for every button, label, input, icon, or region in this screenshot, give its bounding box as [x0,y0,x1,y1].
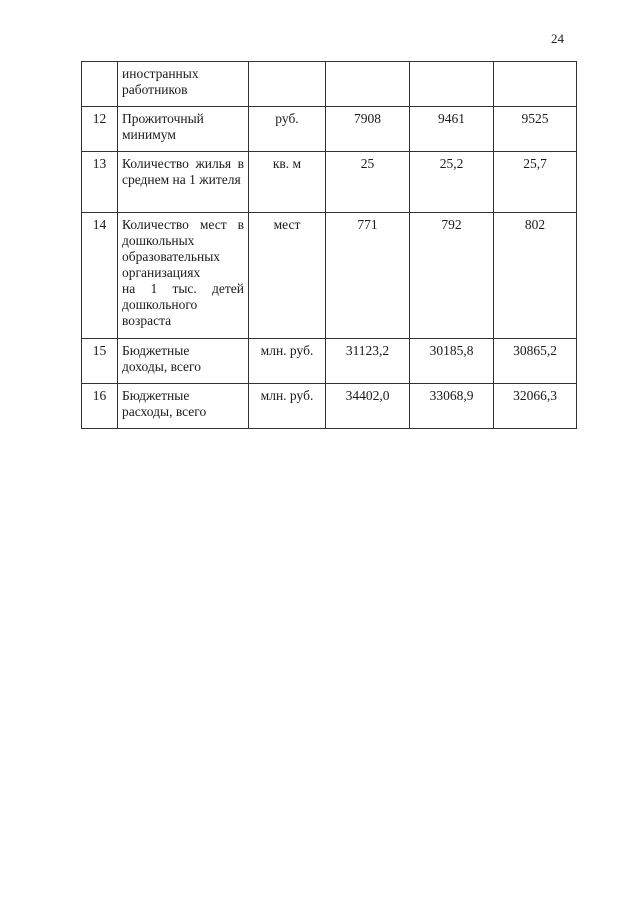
indicators-table [81,61,577,429]
indicator-name [118,384,249,429]
indicator-name-text: Бюджетные доходы, всего [122,343,201,374]
value-cell: 30185,8 [410,339,494,384]
indicator-name [118,107,249,152]
unit-cell: млн. руб. [249,339,326,384]
page-number: 24 [551,31,564,46]
indicator-name [118,213,249,339]
indicator-name-text: иностранных работников [122,66,199,97]
indicator-name-text: Количество жилья в среднем на 1 жителя [122,156,244,187]
indicator-name [118,152,249,213]
table-row [82,152,577,213]
value-cell: 32066,3 [494,384,577,429]
table-row [82,62,577,107]
table-row [82,339,577,384]
row-number: 16 [82,384,118,429]
indicator-name [118,339,249,384]
row-number: 12 [82,107,118,152]
indicator-name-text: Количество мест в дошкольных образовательных организациях на 1 тыс. детей дошкольного возраста [122,217,244,328]
table-row [82,384,577,429]
value-cell [494,62,577,107]
unit-cell: млн. руб. [249,384,326,429]
row-number [82,62,118,107]
unit-cell: мест [249,213,326,339]
value-cell: 34402,0 [326,384,410,429]
unit-cell: руб. [249,107,326,152]
indicator-name-text: Бюджетные расходы, всего [122,388,207,419]
value-cell: 771 [326,213,410,339]
value-cell: 9461 [410,107,494,152]
value-cell: 25,7 [494,152,577,213]
value-cell: 25 [326,152,410,213]
value-cell: 792 [410,213,494,339]
row-number: 14 [82,213,118,339]
indicator-name-text: Прожиточный минимум [122,111,204,142]
row-number: 15 [82,339,118,384]
row-number: 13 [82,152,118,213]
table-row [82,107,577,152]
value-cell: 31123,2 [326,339,410,384]
value-cell: 802 [494,213,577,339]
value-cell: 9525 [494,107,577,152]
value-cell [326,62,410,107]
unit-cell: кв. м [249,152,326,213]
unit-cell [249,62,326,107]
indicator-name [118,62,249,107]
value-cell [410,62,494,107]
value-cell: 30865,2 [494,339,577,384]
value-cell: 7908 [326,107,410,152]
value-cell: 33068,9 [410,384,494,429]
table-row [82,213,577,339]
value-cell: 25,2 [410,152,494,213]
